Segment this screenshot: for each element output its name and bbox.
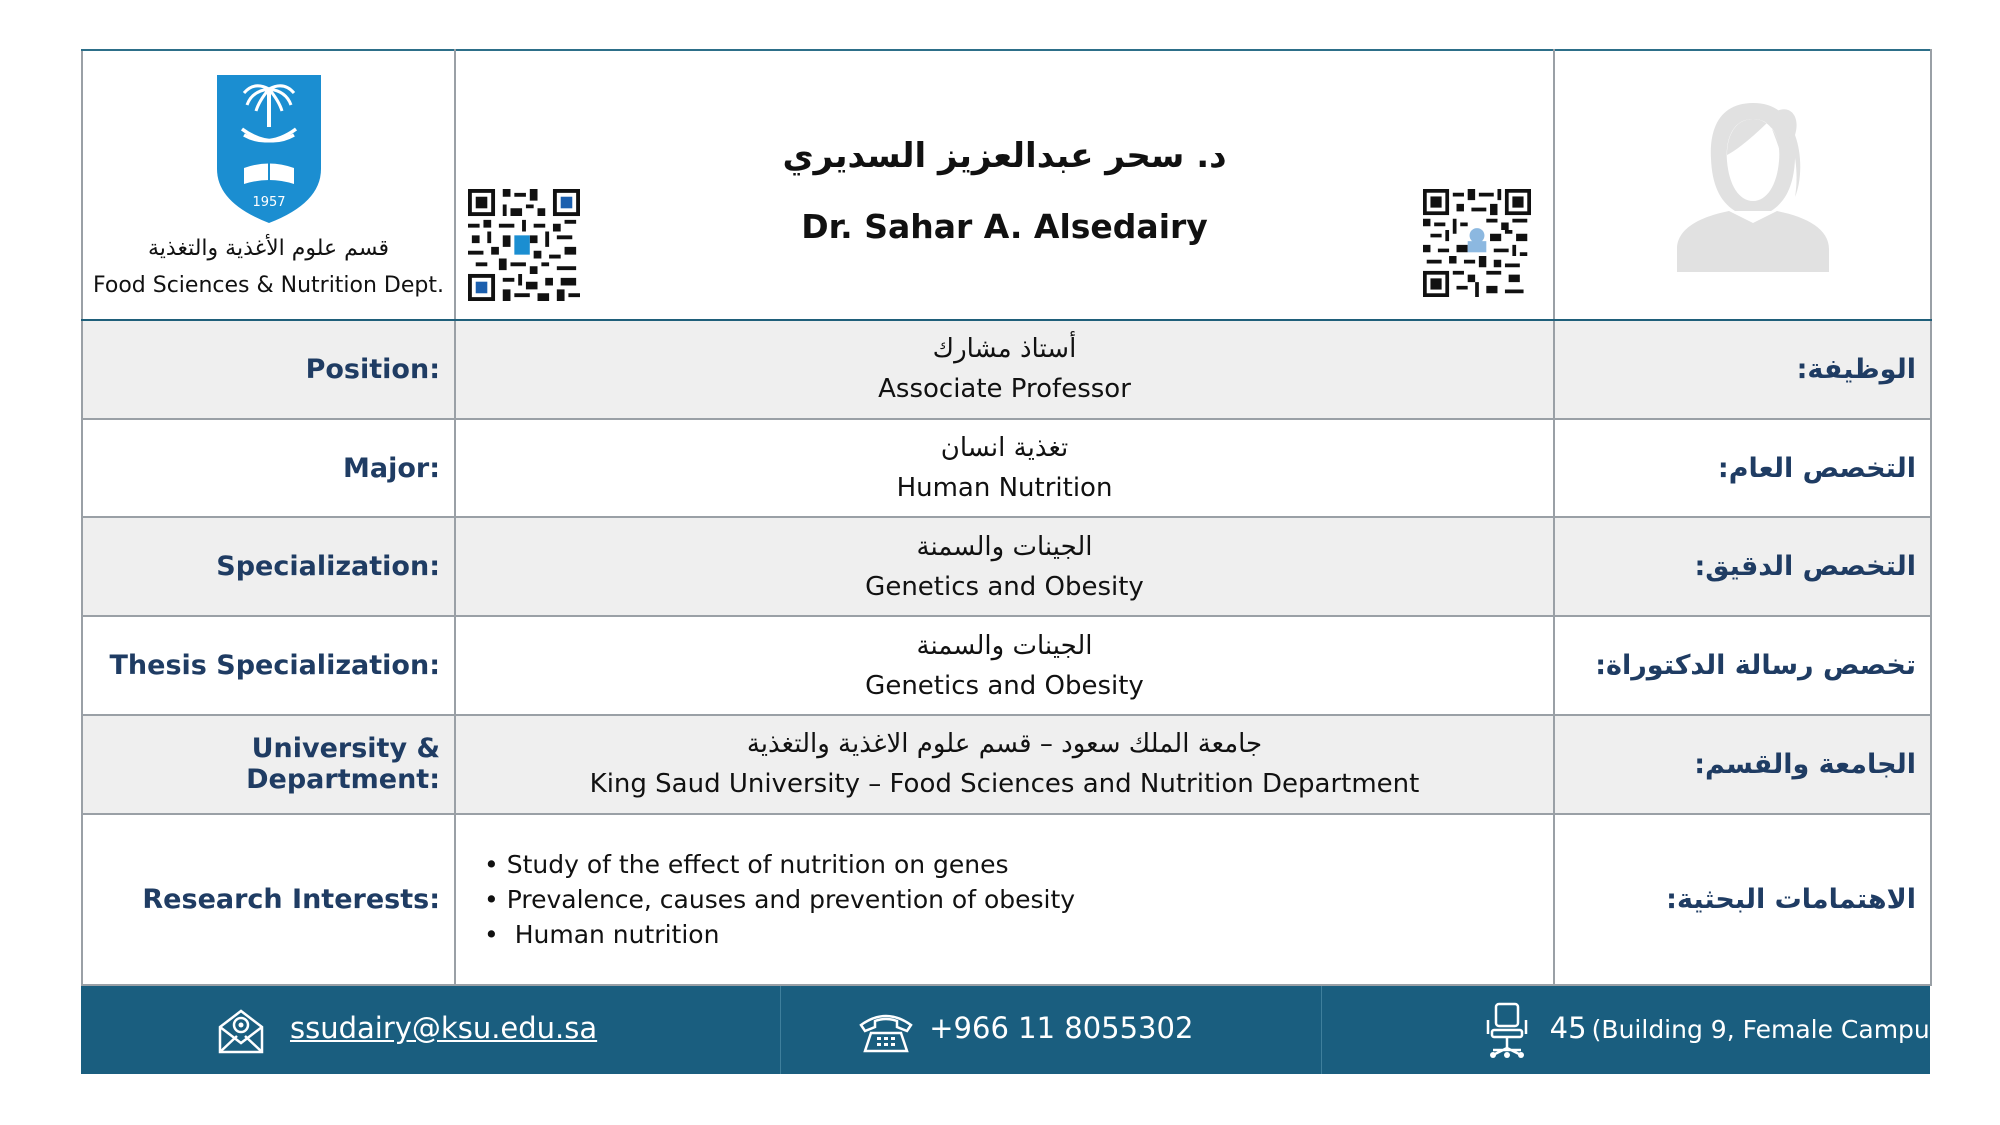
major-row [82, 419, 1931, 518]
profile-table [81, 49, 1932, 986]
specialization-value-en: Genetics and Obesity [865, 571, 1144, 602]
position-label-ar: الوظيفة: [1554, 320, 1931, 419]
email-section [81, 986, 781, 1074]
specialization-label-ar: التخصص الدقيق: [1554, 517, 1931, 616]
contact-footer [81, 986, 1953, 1074]
position-row [82, 320, 1931, 419]
phone-number[interactable]: +966 11 8055302 [929, 1011, 1194, 1045]
research-interests-list [456, 847, 1553, 952]
major-value-en: Human Nutrition [896, 473, 1113, 504]
office-detail: (Building 9, Female Campus) [1591, 1015, 1953, 1044]
major-label-en: Major: [82, 419, 455, 518]
research-interests-label-en: Research Interests: [82, 814, 455, 985]
email-link[interactable]: ssudairy@ksu.edu.sa [290, 1011, 598, 1045]
logo-year: 1957 [252, 195, 286, 210]
faculty-name-en: Dr. Sahar A. Alsedairy [801, 207, 1208, 246]
name-cell [455, 50, 1554, 320]
list-item: • Study of the effect of nutrition on genes [484, 847, 1553, 882]
university-department-value-ar: جامعة الملك سعود – قسم علوم الاغذية والتغذية [746, 729, 1263, 760]
university-department-value-en: King Saud University – Food Sciences and Nutrition Department [589, 769, 1420, 800]
office-location [1550, 1011, 1953, 1045]
photo-cell [1554, 50, 1931, 320]
thesis-specialization-row [82, 616, 1931, 715]
thesis-specialization-value [455, 616, 1554, 715]
department-name-ar: قسم علوم الأغذية والتغذية [148, 236, 389, 261]
faculty-name-ar: د. سحر عبدالعزيز السديري [782, 136, 1227, 176]
university-department-row [82, 715, 1931, 814]
thesis-specialization-value-en: Genetics and Obesity [865, 670, 1144, 701]
position-value-en: Associate Professor [878, 374, 1131, 405]
position-label-en: Position: [82, 320, 455, 419]
major-value-ar: تغذية انسان [940, 433, 1069, 464]
office-chair-icon [1485, 1002, 1529, 1060]
thesis-specialization-label-ar: تخصص رسالة الدكتوراة: [1554, 616, 1931, 715]
university-department-label-en: University & Department: [82, 715, 455, 814]
specialization-value [455, 517, 1554, 616]
major-label-ar: التخصص العام: [1554, 419, 1931, 518]
telephone-icon [857, 1009, 915, 1053]
phone-section [781, 986, 1321, 1074]
profile-card [81, 49, 1953, 1074]
research-interests-label-ar: الاهتمامات البحثية: [1554, 814, 1931, 985]
specialization-label-en: Specialization: [82, 517, 455, 616]
department-logo-cell [82, 50, 455, 320]
university-department-label-ar: الجامعة والقسم: [1554, 715, 1931, 814]
thesis-specialization-value-ar: الجينات والسمنة [916, 630, 1093, 661]
specialization-row [82, 517, 1931, 616]
research-interests-row [82, 814, 1931, 985]
female-avatar-icon [1677, 97, 1829, 272]
office-number: 45 [1549, 1011, 1587, 1045]
email-icon [217, 1005, 265, 1055]
university-department-value [455, 715, 1554, 814]
thesis-specialization-label-en: Thesis Specialization: [82, 616, 455, 715]
specialization-value-ar: الجينات والسمنة [916, 531, 1093, 562]
department-name-en: Food Sciences & Nutrition Dept. [92, 273, 444, 298]
list-item: • Human nutrition [484, 917, 1553, 952]
list-item: • Prevalence, causes and prevention of obesity [484, 882, 1553, 917]
position-value [455, 320, 1554, 419]
major-value [455, 419, 1554, 518]
position-value-ar: أستاذ مشارك [932, 334, 1077, 365]
ksu-logo-icon [214, 65, 324, 225]
research-interests-value [455, 814, 1554, 985]
office-section [1322, 986, 1953, 1074]
